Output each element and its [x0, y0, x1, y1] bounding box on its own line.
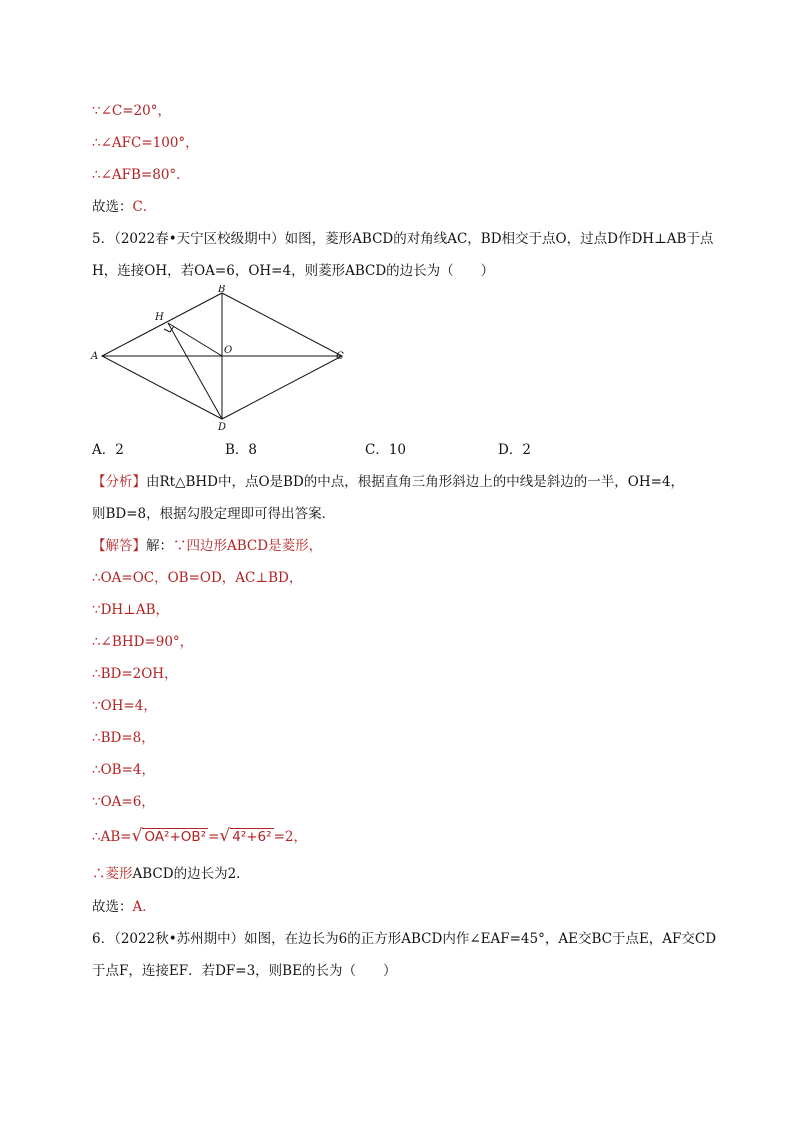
ab-result: =2，	[273, 829, 307, 845]
q6-stem-line-1: 6．（2022秋•苏州期中）如图，在边长为6的正方形ABCD内作∠EAF=45°，AE交BC于点E，AF交CD	[92, 931, 717, 947]
analysis-text-1: 由Rt△BHD中，点O是BD的中点，根据直角三角形斜边上的中线是斜边的一半，OH=4，	[146, 474, 685, 490]
radicand-1: OA²+OB²	[144, 829, 207, 845]
sqrt-expression-2: √ 4²+6²	[219, 826, 272, 846]
q5-options	[92, 440, 531, 460]
prev-line-3: ∴∠AFB=80°．	[92, 167, 190, 183]
q5-solution-line-11	[92, 864, 250, 884]
label-o: O	[224, 345, 233, 356]
q5-solution-line-10	[92, 826, 307, 847]
prev-answer-prefix: 故选：	[92, 199, 133, 215]
q5-answer-prefix: 故选：	[92, 899, 133, 915]
option-b[interactable]: B．8	[225, 442, 258, 458]
q5-solution-line-5: ∴BD=2OH，	[92, 666, 178, 682]
prev-answer-line	[92, 197, 156, 217]
option-c[interactable]: C．10	[365, 442, 407, 458]
q5-solution-line-7: ∴BD=8，	[92, 730, 155, 746]
ab-prefix: ∴AB=	[92, 829, 132, 845]
q5-solution-line-4: ∴∠BHD=90°，	[92, 634, 194, 650]
analysis-tag: 【分析】	[92, 474, 146, 490]
label-d: D	[218, 422, 227, 430]
q5-analysis-line-2: 则BD=8，根据勾股定理即可得出答案．	[92, 506, 336, 522]
q5-solution-line-2: ∴OA=OC，OB=OD，AC⊥BD，	[92, 570, 303, 586]
label-b: B	[218, 285, 226, 295]
q5-stem-line-1: 5．（2022春•天宁区校级期中）如图，菱形ABCD的对角线AC，BD相交于点O，过点D作DH⊥AB于点	[92, 231, 714, 247]
q5-answer-line	[92, 897, 156, 917]
q5-stem-line-2: H，连接OH，若OA=6，OH=4，则菱形ABCD的边长为（ ）	[92, 263, 495, 279]
sqrt-expression-1: √ OA²+OB²	[131, 826, 207, 846]
prev-answer-letter: C．	[132, 199, 157, 215]
solution-text-1: ∵四边形ABCD是菱形，	[173, 538, 323, 554]
prev-line-2: ∴∠AFC=100°，	[92, 135, 199, 151]
q5-solution-line-9: ∵OA=6，	[92, 794, 155, 810]
q5-answer-letter: A．	[132, 899, 156, 915]
rhombus-prefix: ∴菱形	[92, 866, 133, 882]
label-h: H	[155, 312, 164, 323]
prev-line-1: ∵∠C=20°，	[92, 103, 171, 119]
solution-tag: 【解答】	[92, 538, 146, 554]
side-length-statement: ABCD的边长为2．	[132, 866, 250, 882]
q5-solution-line-3: ∵DH⊥AB，	[92, 602, 170, 618]
radicand-2: 4²+6²	[232, 829, 272, 845]
q5-solution-line-8: ∴OB=4，	[92, 762, 155, 778]
segment-oh	[168, 323, 222, 356]
solution-start: 解：	[146, 538, 173, 554]
option-d[interactable]: D．2	[498, 442, 531, 458]
q5-rhombus-figure	[88, 285, 348, 430]
option-a[interactable]: A．2	[92, 442, 124, 458]
q5-analysis-line-1	[92, 472, 684, 492]
q6-stem-line-2: 于点F，连接EF．若DF=3，则BE的长为（ ）	[92, 963, 397, 979]
label-a: A	[91, 351, 99, 362]
q5-solution-line-1	[92, 536, 322, 556]
ab-equals: =	[208, 829, 220, 845]
q5-solution-line-6: ∵OH=4，	[92, 698, 157, 714]
label-c: C	[336, 351, 344, 362]
